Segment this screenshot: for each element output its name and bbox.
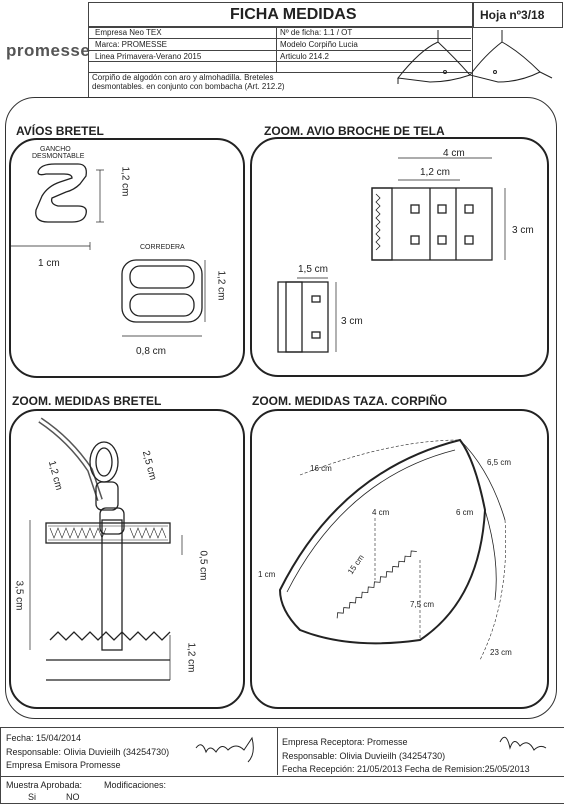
hook-label-2: DESMONTABLE (32, 153, 85, 160)
bretel-m3: 0,5 cm (197, 550, 209, 581)
brand-logo: promesse (6, 41, 91, 60)
approved-sample-label: Muestra Aprobada: (6, 780, 83, 790)
taza-m5: 15 cm (345, 552, 366, 577)
broche-total-width: 4 cm (443, 148, 465, 159)
issuer-company: Empresa Emisora Promesse (6, 760, 121, 770)
hook-width: 1 cm (38, 258, 60, 269)
taza-m1: 16 cm (310, 464, 332, 473)
broche-small-width: 1,5 cm (298, 264, 329, 275)
company: Empresa Neo TEX (95, 28, 162, 37)
slider-width: 0,8 cm (136, 346, 167, 357)
approved-no[interactable]: NO (66, 792, 80, 802)
description: Corpiño de algodón con aro y almohadilla. Breteles desmontables. en conjunto con bombacha (Art. 212.2) (92, 73, 285, 91)
brand: Marca: PROMESSE (95, 40, 168, 49)
hook-height: 1,2 cm (119, 166, 131, 197)
issue-date: Fecha: 15/04/2014 (6, 733, 82, 743)
bretel-m4: 3,5 cm (13, 580, 25, 611)
issuer-responsible: Responsable: Olivia Duvieilh (34254730) (6, 747, 170, 757)
taza-m3: 4 cm (372, 508, 390, 517)
article: Articulo 214.2 (280, 52, 329, 61)
taza-m6: 1 cm (258, 570, 276, 579)
bretel-m1: 1,2 cm (45, 459, 65, 492)
taza-title: ZOOM. MEDIDAS TAZA. CORPIÑO (252, 394, 448, 408)
product-line: Linea Primavera-Verano 2015 (95, 52, 202, 61)
avios-title: AVÍOS BRETEL (16, 124, 104, 138)
taza-m8: 23 cm (490, 648, 512, 657)
sheet-no: Nº de ficha: 1.1 / OT (280, 28, 353, 37)
taza-m4: 6 cm (456, 508, 474, 517)
receiver-responsible: Responsable: Olivia Duvieilh (34254730) (282, 751, 446, 761)
broche-half-width: 1,2 cm (420, 167, 451, 178)
broche-small-height: 3 cm (341, 316, 363, 327)
bretel-m5: 1,2 cm (185, 642, 197, 673)
reception-dates: Fecha Recepción: 21/05/2013 Fecha de Remision:25/05/2013 (282, 764, 530, 774)
hook-label-1: GANCHO (40, 146, 71, 153)
taza-m2: 6,5 cm (487, 458, 512, 467)
approved-yes[interactable]: Si (28, 792, 37, 802)
slider-height: 1,2 cm (215, 270, 227, 301)
broche-height: 3 cm (512, 225, 534, 236)
taza-m7: 7,5 cm (410, 600, 435, 609)
receiver-company: Empresa Receptora: Promesse (282, 737, 408, 747)
page-title: FICHA MEDIDAS (230, 6, 357, 23)
model: Modelo Corpiño Lucia (280, 40, 358, 49)
broche-title: ZOOM. AVIO BROCHE DE TELA (264, 124, 445, 138)
sheet-number: Hoja nº3/18 (480, 8, 545, 22)
bretel-title: ZOOM. MEDIDAS BRETEL (12, 394, 162, 408)
bretel-m2: 2,5 cm (139, 449, 159, 482)
modifications-label: Modificaciones: (104, 780, 167, 790)
slider-label: CORREDERA (140, 244, 185, 251)
